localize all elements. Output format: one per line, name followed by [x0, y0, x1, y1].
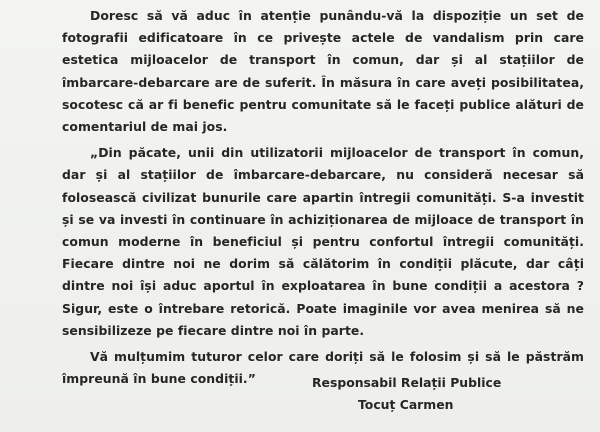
thanks-paragraph: Vă mulțumim tuturor celor care doriți să le folosim și să le păstrăm împreună în bune condiții.” — [62, 349, 584, 387]
intro-paragraph: Doresc să vă aduc în atenție punându-vă la dispoziție un set de fotografii edificatoare în ce privește actele de vandalism prin care estetica mijloacelor de transport în comun, dar și al stațiilor de îmbarcare-debarcare are de suferit. În măsura în care aveți posibilitatea, socotesc că ar fi benefic pentru comunitate să le faceți publice alături de comentariul de mai jos. — [62, 8, 584, 135]
quote-paragraph: „Din păcate, unii din utilizatorii mijloacelor de transport în comun, dar și al stațiilor de îmbarcare-debarcare, nu consideră necesar să folosească civilizat bunurile care apartin întregii comunități. S-a investit și se va investi în continuare în achiziționarea de mijloace de transport în comun moderne în beneficiul și pentru confortul întregii comunități. Fiecare dintre noi ne dorim să călătorim în condiții plăcute, dar câți dintre noi își aduc aportul în exploatarea în bune condiții a acestora ? Sigur, este o întrebare retorică. Poate imaginile vor avea menirea să ne sensibilizeze pe fiecare dintre noi în parte. — [62, 145, 584, 338]
signature-block — [300, 372, 560, 416]
document-body — [62, 5, 584, 390]
signature-name: Tocuț Carmen — [358, 397, 454, 412]
signature-title: Responsabil Relații Publice — [312, 375, 502, 390]
